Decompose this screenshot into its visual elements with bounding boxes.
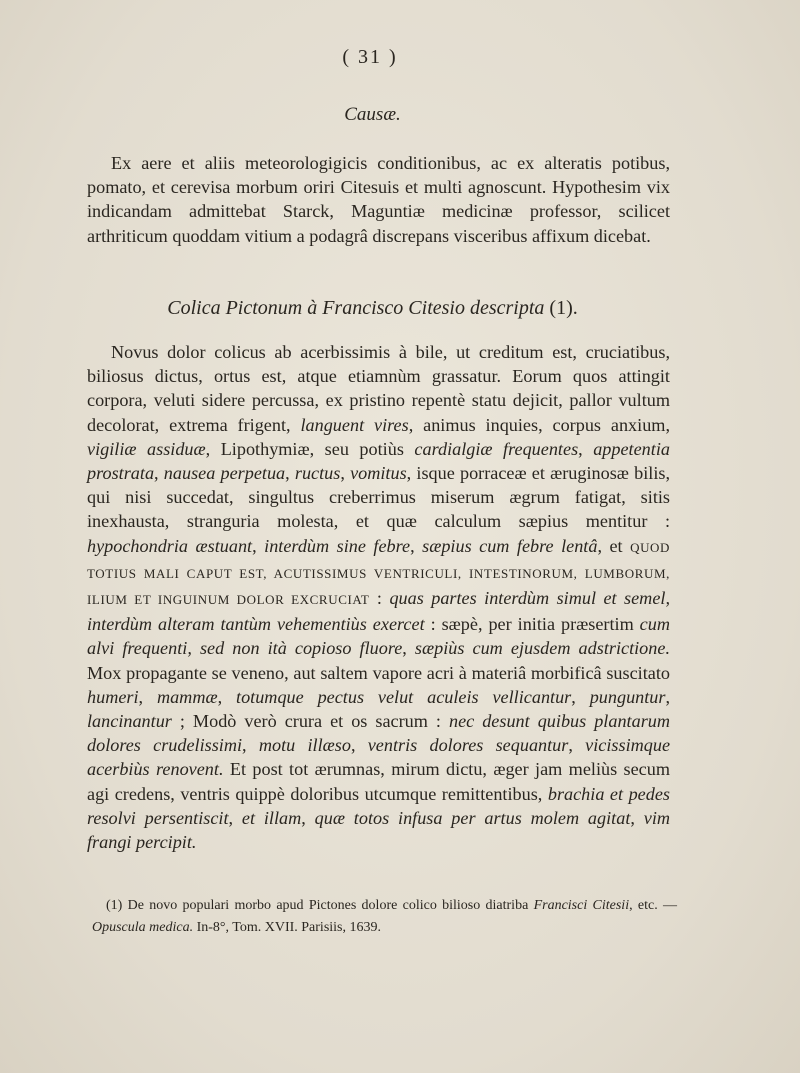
paragraph-text-run: quæ totos infusa per artus molem agitat <box>314 807 631 828</box>
paragraph-text-run: motu illæso <box>258 735 351 756</box>
paragraph-text-run: quas partes interdùm simul et semel, interdùm alteram tantùm vehementiùs exercet <box>87 588 670 635</box>
paragraph-colica-description <box>87 340 670 854</box>
paragraph-text-run: , Lipothymiæ, seu potiùs <box>205 438 415 459</box>
footnote-text-run: Francisci Citesii <box>533 898 630 913</box>
paragraph-text-run: , <box>285 463 295 484</box>
paragraph-text-run: , <box>571 686 590 707</box>
paragraph-text-run: Mox propagante se veneno, aut saltem vapore acri à materiâ morbificâ suscitato <box>87 662 670 683</box>
paragraph-text-run: hypochondria æstuant <box>87 535 253 556</box>
paragraph-text-run: nec desunt quibus plantarum dolores crudelissimi <box>87 711 670 756</box>
paragraph-text-run: sæpiùs cum ejusdem adstrictione. <box>414 638 670 659</box>
section-heading-colica <box>0 297 745 320</box>
paragraph-text-run: , <box>301 807 315 828</box>
section-heading-colica-title: Colica Pictonum à Francisco Citesio descripta <box>167 297 545 319</box>
paragraph-text-run: sæpius cum febre lentâ <box>422 535 598 556</box>
footnote-text-run: , etc. — <box>629 898 677 913</box>
paragraph-text-run: vicissimque acerbiùs renovent. <box>87 735 671 780</box>
paragraph-text-run: , <box>154 463 164 484</box>
paragraph-text-run: languent vires <box>300 414 409 435</box>
paragraph-text-run: ventris dolores sequantur <box>367 735 569 756</box>
paragraph-text-run: , <box>402 638 415 659</box>
paragraph-text-run: totumque pectus velut aculeis vellicantur <box>236 686 572 707</box>
paragraph-text-run: , animus inquies, corpus anxium, <box>408 414 670 435</box>
paragraph-text-run: interdùm sine febre <box>264 535 411 556</box>
paragraph-text-run: : <box>369 588 390 609</box>
paragraph-text-run: cum alvi frequenti, sed non ità copioso fluore <box>87 614 670 659</box>
paragraph-text-run: , <box>665 686 671 707</box>
paragraph-text-run: , <box>410 535 423 556</box>
footnote-text-run: (1) De novo populari morbo apud Pictones dolore colico bilioso diatriba <box>106 898 534 913</box>
paragraph-text-run: , <box>217 686 237 707</box>
paragraph-text-run: , <box>138 686 157 707</box>
footnote <box>92 895 677 939</box>
paragraph-text-run: , <box>568 735 586 756</box>
footnote-text-run: Opuscula medica. <box>92 920 194 935</box>
paragraph-text-run: , <box>228 807 242 828</box>
paragraph-text-run: vim frangi percipit. <box>87 807 671 853</box>
paragraph-text-run: , <box>630 807 644 828</box>
paragraph-text-run: punguntur <box>589 686 666 707</box>
paragraph-text-run: , <box>242 735 259 756</box>
paragraph-text-run: , <box>340 463 351 484</box>
paragraph-text-run: QUOD TOTIUS MALI CAPUT EST, ACUTISSIMUS VENTRICULI, INTESTINORUM, LUMBORUM, ILIUM ET INGUINUM DOLOR EXCRUCIAT <box>87 539 671 608</box>
paragraph-text-run: mammæ <box>156 686 218 707</box>
paragraph-text-run: , <box>350 735 368 756</box>
paragraph-text-run: , <box>252 535 265 556</box>
paragraph-text-run: brachia et pedes resolvi persentiscit <box>87 783 670 828</box>
paragraph-text-run: ; Modò verò crura et os sacrum : <box>171 711 449 732</box>
paragraph-causes: Ex aere et aliis meteorologigicis conditionibus, ac ex alteratis potibus, pomato, et cerevisa morbum oriri Citesuis et multi agnoscunt. Hypothesim vix indicandam admittebat Starck, Maguntiæ medicinæ professor, scilicet arthriticum quoddam vitium a podagrâ discrepans visceribus affixum dicebat. <box>87 153 670 246</box>
footnote-reference: (1). <box>549 297 578 319</box>
paragraph-text-run: nausea perpetua <box>163 463 286 484</box>
paragraph-text-run: humeri <box>87 686 139 707</box>
paragraph-text-run: appetentia prostrata <box>87 438 670 484</box>
paragraph-text-run: Novus dolor colicus ab acerbissimis à bile, ut creditum est, cruciatibus, biliosus dictus, ortus est, atque etiamnùm grassatur. Eorum quos attingit corpora, veluti sidere percussa, ex pristino repentè statu dejicit, pallor vultum decolorat, extrema frigent, <box>87 342 670 435</box>
paragraph-text-run: Et post tot ærumnas, mirum dictu, æger jam meliùs secum agi credens, ventris quippè doloribus utcumque remittentibus, <box>87 759 670 804</box>
paragraph-text-run: : sæpè, per initia præsertim <box>424 614 640 635</box>
page-number: ( 31 ) <box>342 46 398 68</box>
section-heading-causes: Causæ. <box>344 104 401 125</box>
paragraph-text-run: vigiliæ assiduæ <box>87 438 206 459</box>
paragraph-text-run: cardialgiæ frequentes <box>414 438 579 459</box>
paragraph-text-run: et illam <box>241 807 302 828</box>
paragraph-text-run: lancinantur <box>87 711 172 732</box>
paragraph-text-run: , <box>578 438 594 459</box>
paragraph-text-run: ructus <box>294 463 341 484</box>
paragraph-text-run: , et <box>597 535 631 556</box>
footnote-text-run: In-8°, Tom. XVII. Parisiis, 1639. <box>193 920 381 935</box>
paragraph-text-run: vomitus <box>350 463 407 484</box>
paragraph-text-run: , isque porraceæ et æruginosæ bilis, qui nisi succedat, singultus creberrimus miserum ægrum fatigat, sitis inexhausta, stranguria molesta, et quæ calculum sæpius mentitur : <box>87 463 670 532</box>
